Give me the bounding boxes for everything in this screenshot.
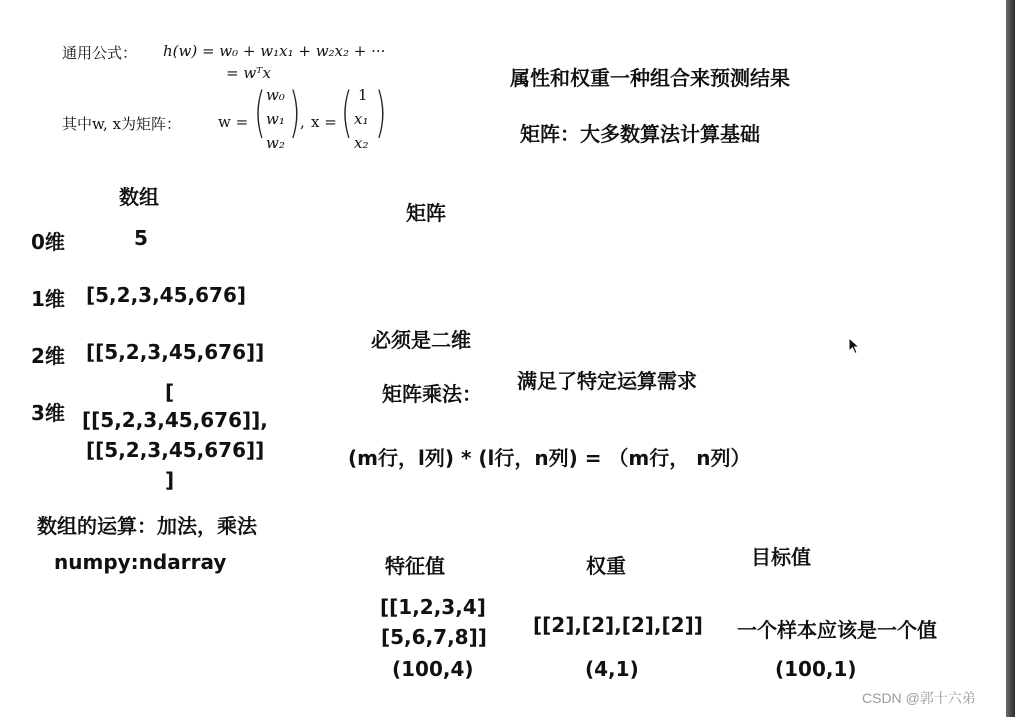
features-line: [5,6,7,8]] — [381, 625, 487, 649]
dim3-line: [[5,2,3,45,676]], — [82, 408, 268, 432]
formula-label: 通用公式： — [62, 44, 138, 62]
weights-value: [[2],[2],[2],[2]] — [533, 613, 703, 637]
array-heading: 数组 — [119, 185, 159, 209]
w-cell: w₁ — [266, 110, 285, 128]
x-cell: x₂ — [354, 134, 369, 152]
features-title: 特征值 — [385, 554, 445, 578]
numpy-type: numpy:ndarray — [54, 550, 227, 574]
w-cell: w₂ — [266, 134, 285, 152]
vector-separator: , — [300, 113, 305, 131]
watermark: CSDN @郭十六弟 — [862, 690, 976, 706]
x-prefix: x = — [311, 113, 337, 131]
target-title: 目标值 — [751, 545, 811, 569]
matrix-mult-label: 矩阵乘法： — [382, 382, 482, 406]
dim0-value: 5 — [134, 226, 148, 250]
target-shape: (100,1) — [775, 657, 857, 681]
x-vector — [341, 81, 387, 158]
target-desc: 一个样本应该是一个值 — [737, 618, 937, 642]
formula-where-label: 其中w, x为矩阵： — [62, 115, 182, 133]
x-cell: x₁ — [354, 110, 369, 128]
array-ops: 数组的运算：加法，乘法 — [37, 514, 257, 538]
w-vector — [254, 81, 301, 158]
left-paren: ( — [341, 81, 353, 144]
dim1-value: [5,2,3,45,676] — [86, 283, 246, 307]
matrix-mult-rule: (m行，l列) * (l行，n列) = （m行， n列） — [348, 446, 751, 470]
w-prefix: w = — [218, 113, 249, 131]
note-predict: 属性和权重一种组合来预测结果 — [510, 66, 790, 90]
matrix-mult-desc: 满足了特定运算需求 — [517, 369, 697, 393]
dim2-value: [[5,2,3,45,676]] — [86, 340, 265, 364]
features-line: [[1,2,3,4] — [380, 595, 486, 619]
formula-line-2: = wᵀx — [226, 64, 271, 82]
right-paren: ) — [289, 81, 301, 144]
x-cell: 1 — [358, 86, 368, 104]
matrix-must-2d: 必须是二维 — [371, 328, 471, 352]
features-shape: (100,4) — [392, 657, 474, 681]
left-paren: ( — [254, 81, 266, 144]
dim3-line: ] — [165, 468, 175, 492]
weights-title: 权重 — [586, 554, 626, 578]
weights-shape: (4,1) — [585, 657, 639, 681]
dim2-label: 2维 — [31, 344, 65, 368]
dim3-line: [[5,2,3,45,676]] — [86, 438, 265, 462]
note-matrix-basis: 矩阵：大多数算法计算基础 — [520, 122, 760, 146]
dim0-label: 0维 — [31, 230, 65, 254]
matrix-heading: 矩阵 — [406, 201, 446, 225]
mouse-cursor-icon — [848, 337, 860, 355]
formula-line-1: h(w) = w₀ + w₁x₁ + w₂x₂ + ··· — [163, 42, 386, 60]
right-paren: ) — [375, 81, 387, 144]
dim1-label: 1维 — [31, 287, 65, 311]
w-cell: w₀ — [266, 86, 285, 104]
dim3-label: 3维 — [31, 401, 65, 425]
dim3-line: [ — [165, 380, 175, 404]
window-edge — [1006, 0, 1015, 717]
